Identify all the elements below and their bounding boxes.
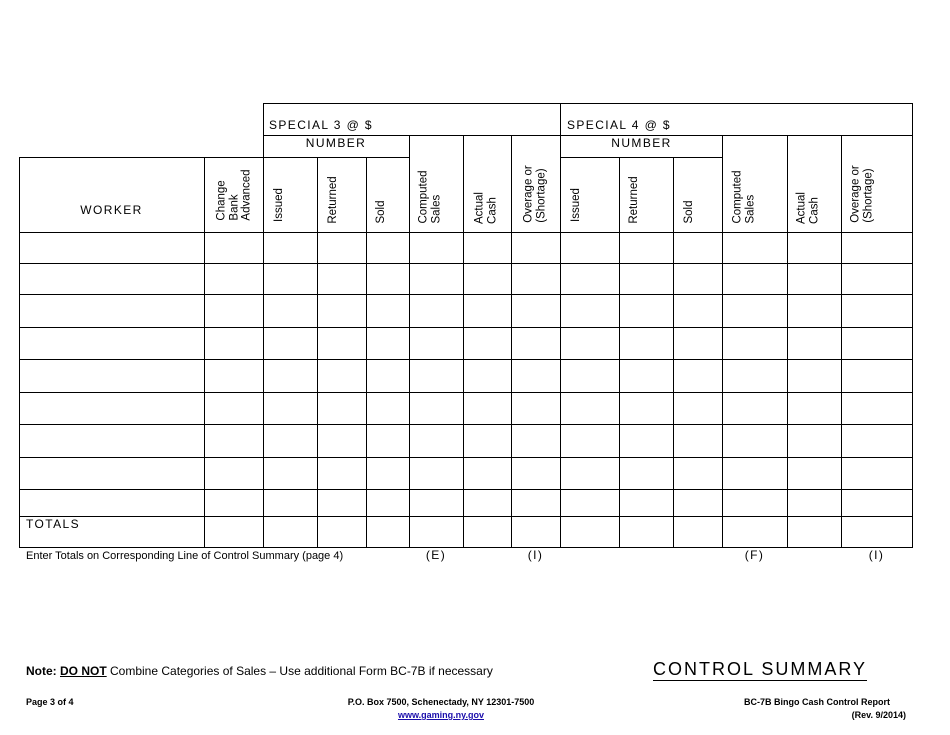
totals-label: TOTALS — [26, 517, 80, 531]
special-4-title: SPECIAL 4 @ $ — [567, 118, 671, 132]
s4-returned-header: Returned — [627, 176, 640, 224]
special-3-number-label: NUMBER — [305, 136, 367, 150]
s3-sold-header: Sold — [374, 200, 387, 224]
s3-returned-header: Returned — [326, 176, 339, 224]
note-emphasis: DO NOT — [60, 664, 107, 678]
s3-computed-sales-header: Computed Sales — [417, 170, 442, 224]
change-bank-header: Change Bank Advanced — [215, 169, 253, 221]
s4-overage-header: Overage or (Shortage) — [849, 165, 874, 223]
page-number: Page 3 of 4 — [26, 697, 74, 707]
sales-note — [26, 664, 493, 678]
s4-actual-cash-header: Actual Cash — [795, 192, 820, 224]
line-ref-e: (E) — [425, 548, 447, 562]
worker-header: WORKER — [80, 203, 143, 217]
s3-issued-header: Issued — [272, 188, 285, 222]
line-ref-i-1: (I) — [527, 548, 544, 562]
totals-note: Enter Totals on Corresponding Line of Control Summary (page 4) — [26, 550, 344, 562]
s4-sold-header: Sold — [682, 200, 695, 224]
special-4-number-label: NUMBER — [611, 136, 672, 150]
footer-address: P.O. Box 7500, Schenectady, NY 12301-7500 — [347, 697, 535, 707]
s4-issued-header: Issued — [569, 188, 582, 222]
footer-website-link[interactable]: www.gaming.ny.gov — [397, 710, 484, 720]
note-text: Combine Categories of Sales – Use additional Form BC-7B if necessary — [106, 664, 493, 678]
s3-actual-cash-header: Actual Cash — [473, 192, 498, 224]
control-summary-heading: CONTROL SUMMARY — [653, 659, 868, 679]
line-ref-f: (F) — [744, 548, 765, 562]
form-revision: (Rev. 9/2014) — [851, 710, 906, 720]
note-prefix: Note: — [26, 664, 60, 678]
line-ref-i-2: (I) — [868, 548, 885, 562]
form-title: BC-7B Bingo Cash Control Report — [744, 697, 890, 707]
s3-overage-header: Overage or (Shortage) — [522, 165, 547, 223]
special-3-title: SPECIAL 3 @ $ — [269, 118, 373, 132]
s4-computed-sales-header: Computed Sales — [731, 170, 756, 224]
